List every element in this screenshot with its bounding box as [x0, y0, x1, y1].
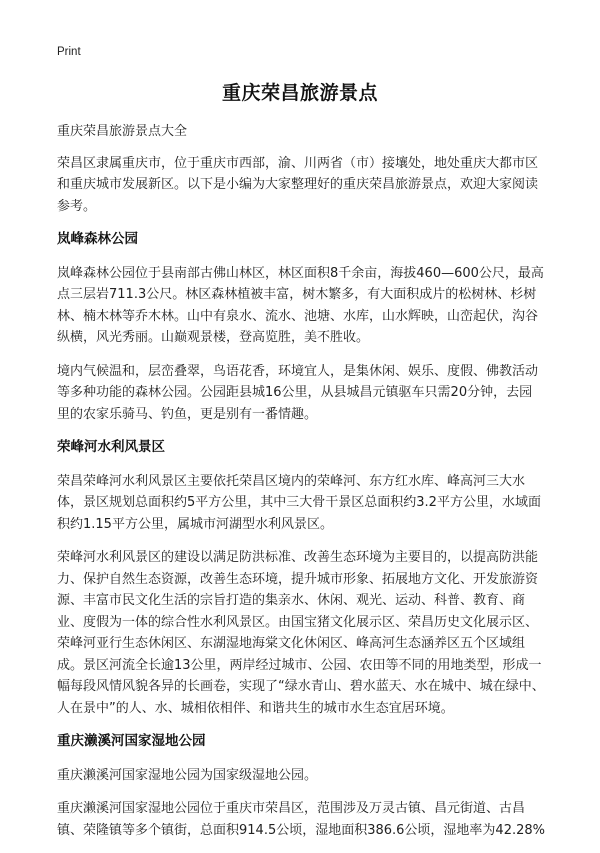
section-heading-lanfeng: 岚峰森林公园: [57, 231, 138, 247]
section-paragraph: 荣昌荣峰河水利风景区主要依托荣昌区境内的荣峰河、东方红水库、峰高河三大水体，景区规划总面积约5平方公里，其中三大骨干景区总面积约3.2平方公里，水域面积约1.15平方公里，属城市河湖型水利风景区。: [57, 473, 541, 532]
section-paragraph: 境内气候温和，层峦叠翠，鸟语花香，环境宜人，是集休闲、娱乐、度假、佛教活动等多种功能的森林公园。公园距县城16公里，从县城昌元镇驱车只需20分钟，去园里的农家乐骑马、钓鱼，更是别有一番情趣。: [57, 363, 539, 422]
intro-paragraph: 荣昌区隶属重庆市，位于重庆市西部，渝、川两省（市）接壤处，地处重庆大都市区和重庆城市发展新区。以下是小编为大家整理好的重庆荣昌旅游景点，欢迎大家阅读参考。: [57, 155, 539, 214]
section-heading-laixi: 重庆濑溪河国家湿地公园: [57, 733, 206, 749]
section-paragraph: 岚峰森林公园位于县南部古佛山林区，林区面积8千余亩，海拔460—600公尺，最高点三层岩711.3公尺。林区森林植被丰富，树木繁多，有大面积成片的松树林、杉树林、楠木林等乔木林。山中有泉水、流水、池塘、水库，山水辉映，山峦起伏，沟谷纵横，风光秀丽。山巅观景楼，登高览胜，美不胜收。: [57, 265, 544, 345]
page-title: 重庆荣昌旅游景点: [221, 82, 378, 104]
article-subtitle: 重庆荣昌旅游景点大全: [57, 124, 188, 139]
print-link[interactable]: Print: [57, 46, 81, 58]
section-paragraph: 荣峰河水利风景区的建设以满足防洪标准、改善生态环境为主要目的，以提高防洪能力、保护自然生态资源，改善生态环境，提升城市形象、拓展地方文化、开发旅游资源、丰富市民文化生活的宗旨打造的集亲水、休闲、观光、运动、科普、教育、商业、度假为一体的综合性水利风景区。由国宝猪文化展示区、荣昌历史文化展示区、荣峰河亚行生态休闲区、东湖湿地海棠文化休闲区、峰高河生态涵养区五个区域组成。景区河流全长逾13公里，两岸经过城市、公园、农田等不同的用地类型，形成一幅每段风情风貌各异的长画卷，实现了“绿水青山、碧水蓝天、水在城中、城在绿中、人在景中”的人、水、城相依相伴、和谐共生的城市水生态宜居环境。: [57, 550, 545, 716]
article-body: [57, 121, 545, 853]
section-paragraph: 重庆濑溪河国家湿地公园为国家级湿地公园。: [57, 767, 318, 783]
section-paragraph: 重庆濑溪河国家湿地公园位于重庆市荣昌区，范围涉及万灵古镇、昌元街道、古昌镇、荣隆镇等多个镇街，总面积914.5公顷，湿地面积386.6公顷，湿地率为42.28%: [57, 801, 546, 838]
section-heading-rongfeng: 荣峰河水利风景区: [57, 439, 165, 455]
